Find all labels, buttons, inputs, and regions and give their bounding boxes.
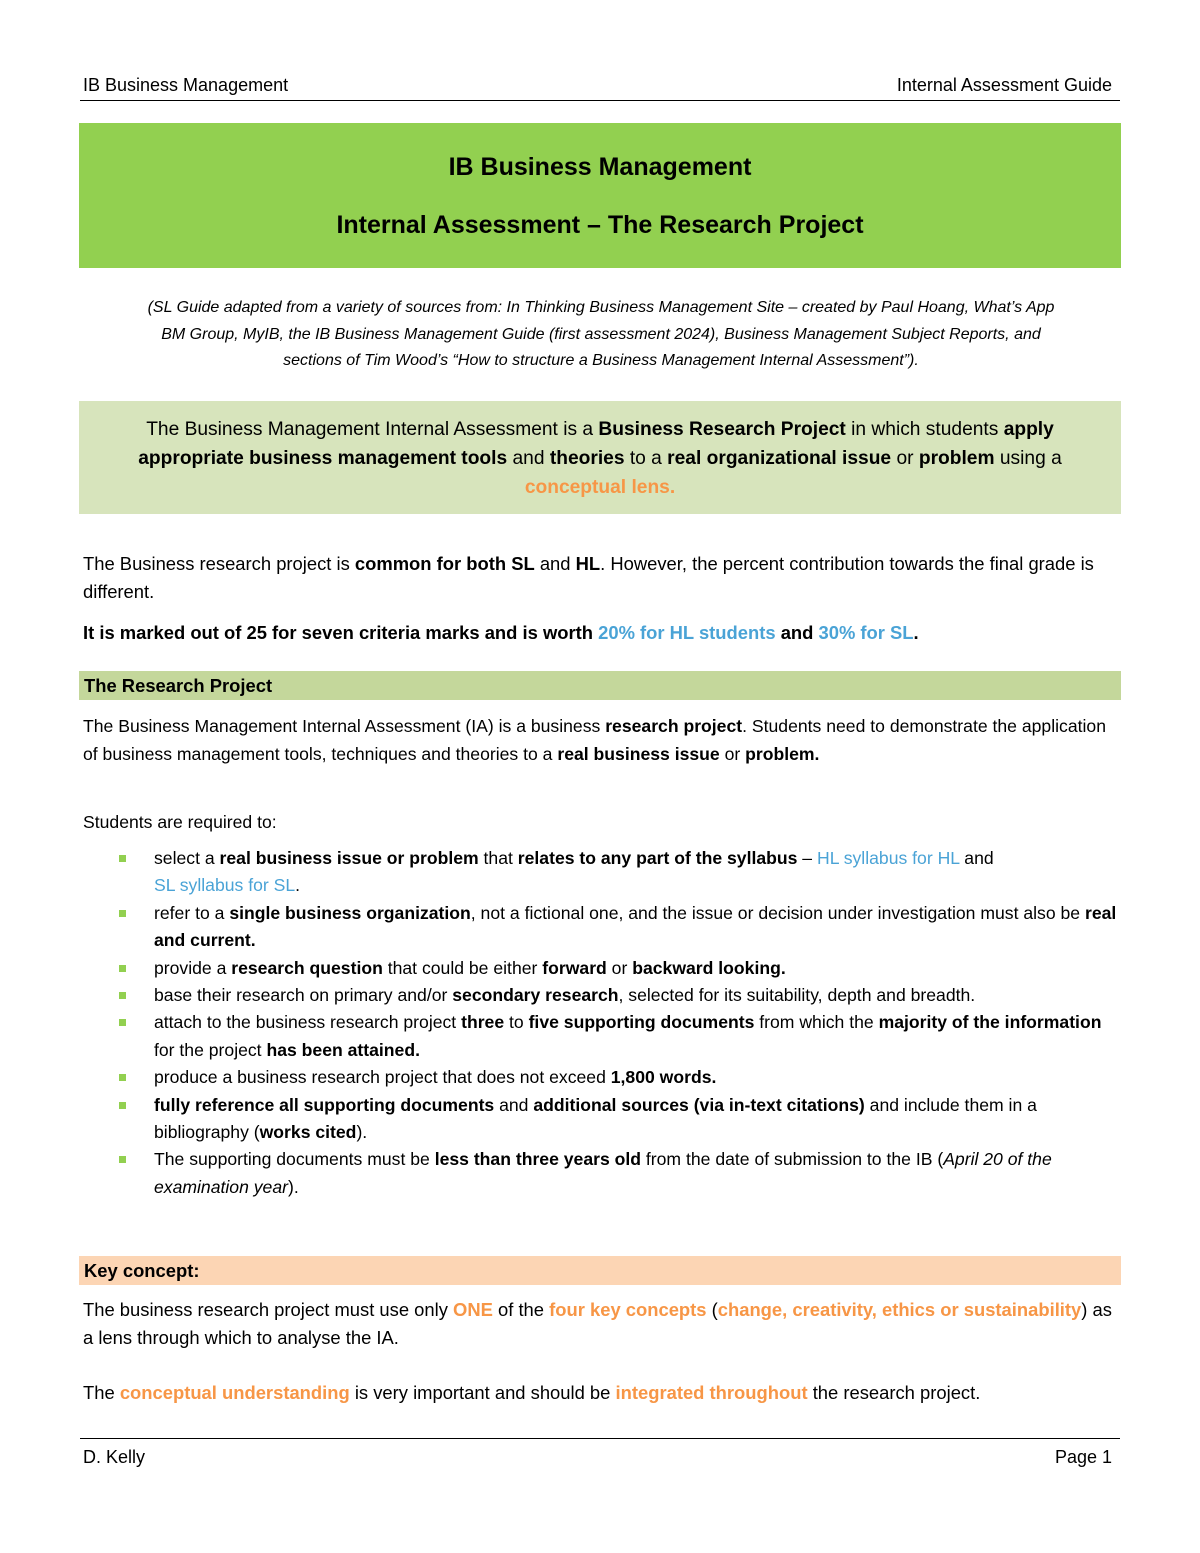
research-heading-text: The Research Project (84, 675, 273, 696)
students-required-label: Students are required to: (83, 812, 277, 832)
list-item-text-run: that could be either (382, 957, 543, 978)
marks-text-run: and (775, 622, 819, 643)
list-item-text-run: and include them in a bibliography ( (154, 1094, 1037, 1143)
list-item (118, 1009, 1118, 1064)
header-right: Internal Assessment Guide (896, 75, 1112, 95)
list-item-text-run: The supporting documents must be (154, 1149, 435, 1170)
marks-text-run: It is marked out of 25 for seven criteria marks and is worth (83, 622, 599, 643)
list-item-text-run: from the date of submission to the IB ( (641, 1149, 944, 1170)
research-bold-run: research project (605, 716, 743, 736)
list-item-text-run: 1,800 words. (610, 1067, 717, 1088)
callout-bold-run: real organizational issue (667, 448, 892, 469)
callout-conceptual-lens: conceptual lens. (524, 477, 676, 498)
page-footer (80, 1438, 1120, 1475)
sources-line-3: sections of Tim Wood’s “How to structure a Business Management Internal Assessment”). (283, 352, 919, 369)
research-paragraph (83, 712, 1119, 768)
title-line-2: Internal Assessment – The Research Project (336, 211, 864, 239)
key-text-run: ( (706, 1299, 718, 1320)
key-orange-run: four key concepts (549, 1299, 707, 1320)
key-text-run: The (83, 1382, 120, 1403)
list-item-text-run: majority of the information (878, 1012, 1102, 1033)
list-item (118, 1146, 1118, 1201)
key-orange-run: change, creativity, ethics or sustainability (717, 1299, 1082, 1320)
key-orange-run: conceptual understanding (119, 1382, 350, 1403)
key-text-run: of the (492, 1299, 550, 1320)
list-item-text-run: fully reference all supporting documents (154, 1094, 495, 1115)
key-text-run: is very important and should be (349, 1382, 616, 1403)
list-item-text-run: secondary research (452, 985, 619, 1006)
list-item-text-run: five supporting documents (528, 1012, 755, 1033)
callout-text-run: in which students (845, 419, 1004, 440)
bullet-square-icon (119, 910, 126, 917)
list-item-text-run: ). (356, 1122, 368, 1143)
definition-callout (79, 401, 1121, 514)
bullet-square-icon (119, 992, 126, 999)
bullet-square-icon (119, 1156, 126, 1163)
list-item-text-run: April 20 of the examination year (154, 1149, 1052, 1197)
list-item-text-run: real business issue or problem (219, 848, 479, 868)
sources-line-1: (SL Guide adapted from a variety of sources from: In Thinking Business Management Site – created by Paul Hoang, What’s App (147, 299, 1055, 316)
list-item (118, 1092, 1118, 1147)
research-text-run: or (719, 744, 746, 764)
callout-bold-run: theories (549, 448, 625, 469)
list-item-text-run: works cited (259, 1122, 357, 1143)
title-line-1: IB Business Management (448, 153, 752, 181)
key-text-run: The business research project must use only (83, 1299, 454, 1320)
research-text-run: . Students need to demonstrate the application of business management tools, techniques and theories to a (83, 716, 1106, 764)
title-banner (79, 123, 1121, 268)
list-item-text-run: or (606, 957, 633, 978)
bullet-square-icon (119, 1102, 126, 1109)
key-orange-run: ONE (453, 1299, 493, 1320)
key-heading-text: Key concept: (84, 1260, 200, 1281)
key-orange-run: integrated throughout (615, 1382, 808, 1403)
list-item-text-run: real and current. (154, 902, 1117, 951)
list-item-text-run: three (461, 1012, 505, 1033)
list-item-text-run: to (504, 1012, 529, 1033)
list-item-text-run: single business organization (229, 902, 471, 923)
list-item-text-run: HL syllabus for HL (816, 848, 960, 868)
list-item (118, 982, 1118, 1009)
callout-text-run: and (507, 448, 550, 469)
bullet-square-icon (119, 855, 126, 862)
research-text-run: The Business Management Internal Assessment (IA) is a business (83, 716, 606, 736)
list-item-text-run: attach to the business research project (154, 1012, 462, 1033)
list-item-text-run: . (295, 875, 301, 896)
list-item-text-run: base their research on primary and/or (154, 985, 453, 1006)
list-item-text-run: forward (542, 957, 607, 978)
footer-author: D. Kelly (83, 1447, 146, 1467)
list-item-text-run: from which the (754, 1012, 879, 1033)
callout-bold-run: problem (918, 448, 995, 469)
list-item-text-run: relates to any part of the syllabus (517, 848, 798, 868)
intro-bold-run: HL (575, 553, 601, 574)
callout-text-run: or (891, 448, 919, 469)
page-header (80, 72, 1120, 101)
marks-text-run: . (913, 622, 919, 643)
list-item-text-run: ). (287, 1176, 299, 1197)
list-item-text-run: , selected for its suitability, depth and breadth. (618, 985, 976, 1006)
list-item-text-run: select a (154, 848, 220, 868)
list-item (118, 955, 1118, 982)
list-item-text-run: less than three years old (434, 1149, 642, 1170)
marks-paragraph (83, 619, 1119, 647)
list-item-text-run: , not a fictional one, and the issue or decision under investigation must also be (470, 902, 1085, 923)
callout-text (91, 415, 1109, 502)
bullet-square-icon (119, 1019, 126, 1026)
header-left: IB Business Management (83, 75, 289, 95)
sources-note (86, 295, 1116, 375)
intro-text-run: . However, the percent contribution towards the final grade is different. (83, 553, 1094, 602)
research-bold-run: problem. (745, 744, 820, 764)
bullet-square-icon (119, 1074, 126, 1081)
research-project-heading (79, 671, 1121, 700)
marks-hl-percent: 20% for HL students (598, 622, 776, 643)
intro-text-run: The Business research project is (83, 553, 355, 574)
callout-text-run: using a (994, 448, 1062, 469)
intro-text-run: and (534, 553, 576, 574)
bullet-square-icon (119, 965, 126, 972)
callout-text-run: to a (624, 448, 668, 469)
callout-bold-run: Business Research Project (598, 419, 846, 440)
key-text-run: ) as a lens through which to analyse the IA. (83, 1299, 1112, 1348)
conceptual-understanding-paragraph (83, 1379, 1119, 1407)
requirements-list (118, 845, 1118, 1201)
intro-bold-run: common for both SL (354, 553, 535, 574)
sources-line-2: BM Group, MyIB, the IB Business Management Guide (first assessment 2024), Business Management Subject Reports, and (161, 325, 1041, 343)
list-item-text-run: that (478, 848, 518, 868)
intro-paragraph (83, 550, 1119, 606)
list-item-text-run: and (959, 848, 994, 868)
footer-page-number: Page 1 (1054, 1447, 1112, 1467)
list-item-text-run: produce a business research project that does not exceed (154, 1067, 611, 1088)
key-concept-heading (79, 1256, 1121, 1285)
list-item-text-run: has been attained. (266, 1039, 420, 1060)
key-text-run: the research project. (807, 1382, 981, 1403)
key-concept-paragraph (83, 1296, 1119, 1352)
marks-sl-percent: 30% for SL (818, 622, 914, 643)
list-item-text-run: for the project (154, 1039, 267, 1060)
list-item-text-run: research question (231, 957, 383, 978)
research-bold-run: real business issue (557, 744, 720, 764)
list-item-text-run: backward looking. (632, 957, 786, 978)
list-item-text-run: additional sources (via in-text citations) (533, 1094, 865, 1115)
list-item-text-run: refer to a (154, 902, 230, 923)
list-item-text-run: and (494, 1094, 534, 1115)
list-item-text-run: provide a (154, 957, 232, 978)
callout-bold-run: apply appropriate business management tools (138, 419, 1054, 469)
list-item (118, 1064, 1118, 1091)
callout-text-run: The Business Management Internal Assessment is a (146, 419, 599, 440)
list-item-text-run: SL syllabus for SL (154, 875, 296, 896)
list-item (118, 900, 1118, 955)
list-item-text-run: – (797, 848, 817, 868)
list-item (118, 845, 1118, 900)
